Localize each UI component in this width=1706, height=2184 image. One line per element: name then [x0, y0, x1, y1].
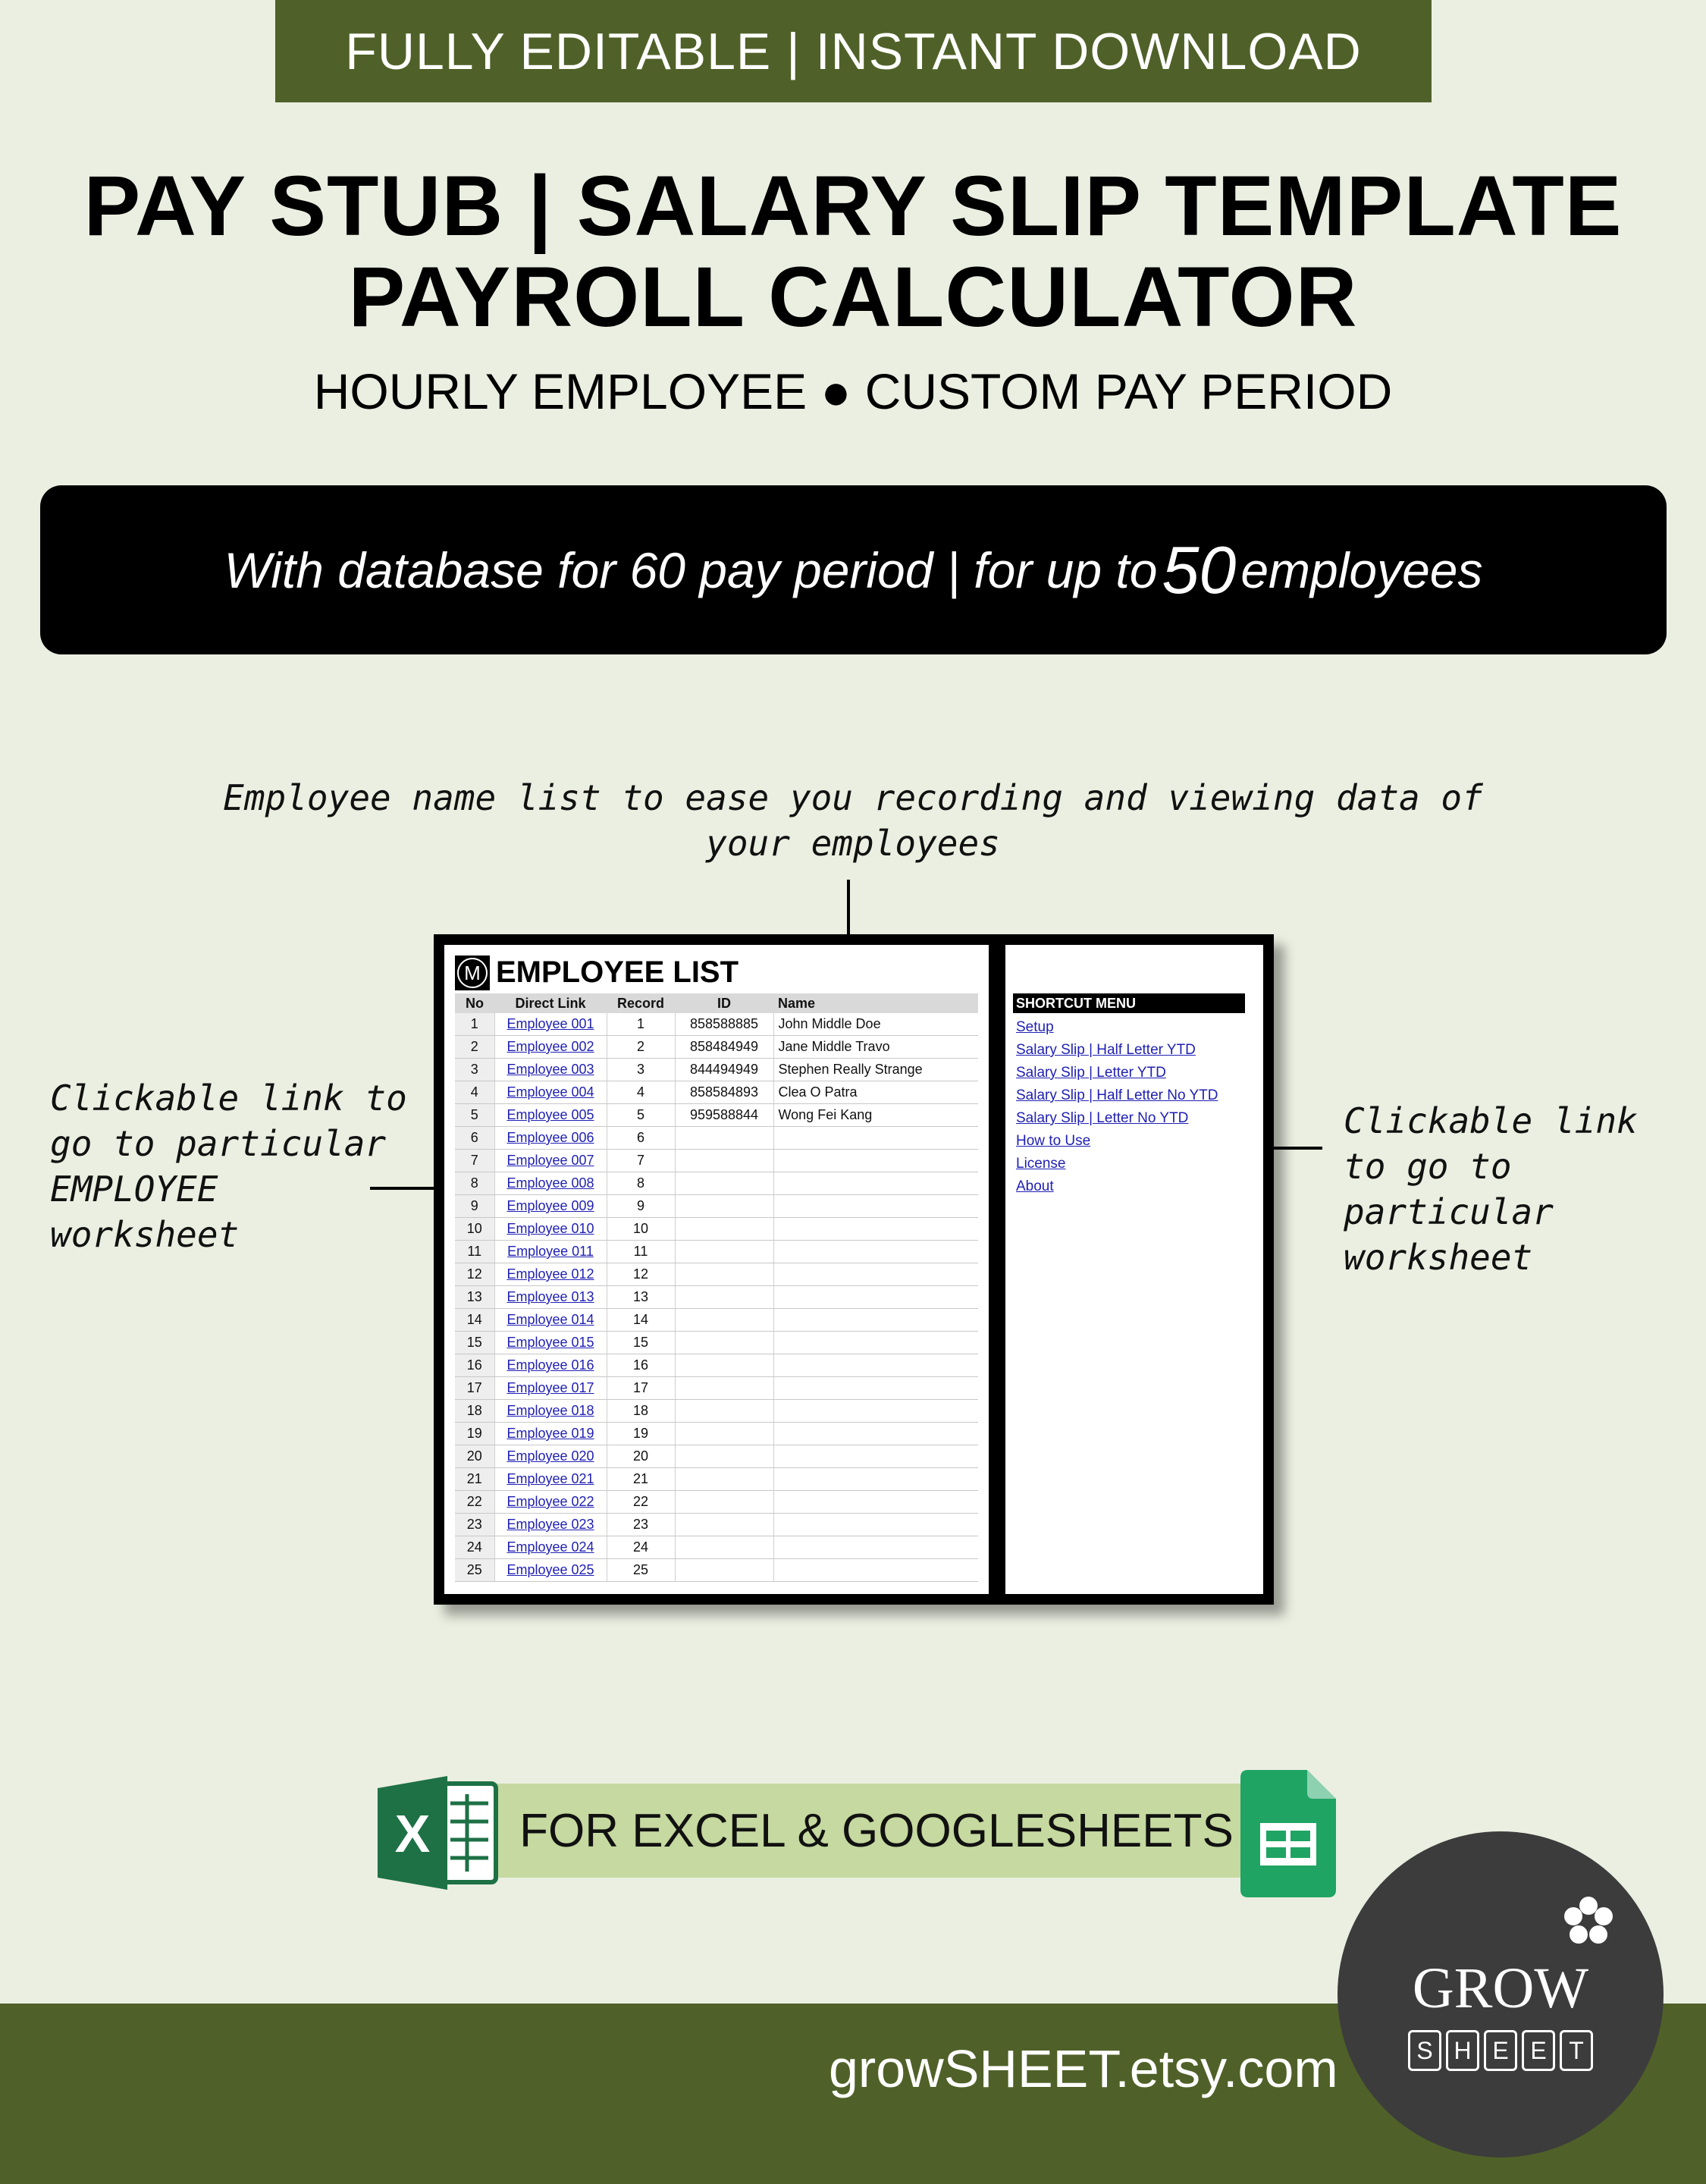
employee-id [675, 1218, 773, 1241]
employee-name [773, 1218, 978, 1241]
table-row [455, 1332, 978, 1354]
employee-table [455, 993, 978, 1582]
row-number: 1 [455, 1013, 494, 1036]
employee-name [773, 1195, 978, 1218]
page-title-line-1: PAY STUB | SALARY SLIP TEMPLATE [83, 158, 1623, 253]
apps-bar [467, 1784, 1286, 1878]
m-logo-icon: M [455, 956, 490, 990]
brand-logo [1338, 1831, 1664, 2157]
table-row [455, 1081, 978, 1104]
shortcut-link-letter-no-ytd[interactable]: Salary Slip | Letter No YTD [1016, 1110, 1189, 1126]
employee-name [773, 1468, 978, 1491]
record-number: 15 [607, 1332, 675, 1354]
table-row [455, 1036, 978, 1059]
shortcut-link-letter-ytd[interactable]: Salary Slip | Letter YTD [1016, 1065, 1166, 1081]
employee-id [675, 1514, 773, 1536]
employee-id [675, 1354, 773, 1377]
row-number: 13 [455, 1286, 494, 1309]
employee-id [675, 1332, 773, 1354]
google-sheets-icon [1240, 1770, 1336, 1897]
table-row [455, 1059, 978, 1081]
table-row [455, 1013, 978, 1036]
brand-sheet-text [1391, 2030, 1610, 2071]
excel-icon [375, 1773, 502, 1893]
table-row [455, 1491, 978, 1514]
employee-name [773, 1241, 978, 1263]
employee-name [773, 1286, 978, 1309]
shortcut-link-setup[interactable]: Setup [1016, 1019, 1054, 1035]
row-number: 2 [455, 1036, 494, 1059]
employee-id [675, 1263, 773, 1286]
employee-direct-link[interactable]: Employee 013 [494, 1286, 607, 1309]
employee-direct-link[interactable]: Employee 009 [494, 1195, 607, 1218]
employee-direct-link[interactable]: Employee 010 [494, 1218, 607, 1241]
record-number: 2 [607, 1036, 675, 1059]
row-number: 8 [455, 1172, 494, 1195]
employee-id: 858588885 [675, 1013, 773, 1036]
shortcut-link-license[interactable]: License [1016, 1156, 1066, 1172]
employee-direct-link[interactable]: Employee 004 [494, 1081, 607, 1104]
table-row [455, 1286, 978, 1309]
record-number: 20 [607, 1445, 675, 1468]
flower-icon [1562, 1895, 1615, 1948]
table-row [455, 1536, 978, 1559]
annotation-right: Clickable link to go to particular worksheet [1344, 1100, 1638, 1278]
row-number: 6 [455, 1127, 494, 1150]
row-number: 4 [455, 1081, 494, 1104]
employee-direct-link[interactable]: Employee 024 [494, 1536, 607, 1559]
employee-direct-link[interactable]: Employee 003 [494, 1059, 607, 1081]
employee-list-panel [444, 945, 989, 1594]
employee-direct-link[interactable]: Employee 023 [494, 1514, 607, 1536]
annotation-left: Clickable link to go to particular EMPLOYEE worksheet [50, 1078, 407, 1255]
employee-id: 858484949 [675, 1036, 773, 1059]
employee-name [773, 1377, 978, 1400]
table-row [455, 1468, 978, 1491]
svg-text:X: X [394, 1804, 431, 1863]
column-header-no: No [455, 993, 494, 1013]
record-number: 8 [607, 1172, 675, 1195]
brand-letter: T [1560, 2030, 1593, 2071]
table-row [455, 1104, 978, 1127]
row-number: 7 [455, 1150, 494, 1172]
employee-name [773, 1127, 978, 1150]
employee-direct-link[interactable]: Employee 012 [494, 1263, 607, 1286]
record-number: 5 [607, 1104, 675, 1127]
table-row [455, 1218, 978, 1241]
brand-letter: E [1522, 2030, 1555, 2071]
row-number: 3 [455, 1059, 494, 1081]
employee-name [773, 1514, 978, 1536]
table-row [455, 1127, 978, 1150]
table-header-row [455, 993, 978, 1013]
page-subtitle: HOURLY EMPLOYEE ● CUSTOM PAY PERIOD [313, 363, 1393, 419]
employee-name [773, 1172, 978, 1195]
employee-direct-link[interactable]: Employee 025 [494, 1559, 607, 1582]
employee-direct-link[interactable]: Employee 001 [494, 1013, 607, 1036]
employee-id [675, 1468, 773, 1491]
record-number: 16 [607, 1354, 675, 1377]
employee-id [675, 1195, 773, 1218]
shortcut-menu-title: SHORTCUT MENU [1013, 993, 1245, 1013]
employee-direct-link[interactable]: Employee 005 [494, 1104, 607, 1127]
employee-name [773, 1423, 978, 1445]
row-number: 24 [455, 1536, 494, 1559]
row-number: 18 [455, 1400, 494, 1423]
row-number: 16 [455, 1354, 494, 1377]
top-banner [275, 0, 1432, 102]
employee-direct-link[interactable]: Employee 015 [494, 1332, 607, 1354]
employee-id [675, 1559, 773, 1582]
employee-direct-link[interactable]: Employee 019 [494, 1423, 607, 1445]
row-number: 19 [455, 1423, 494, 1445]
employee-name: Stephen Really Strange [773, 1059, 978, 1081]
row-number: 25 [455, 1559, 494, 1582]
employee-name [773, 1559, 978, 1582]
table-row [455, 1241, 978, 1263]
record-number: 19 [607, 1423, 675, 1445]
employee-id [675, 1377, 773, 1400]
employee-direct-link[interactable]: Employee 018 [494, 1400, 607, 1423]
employee-id [675, 1286, 773, 1309]
employee-name [773, 1332, 978, 1354]
record-number: 25 [607, 1559, 675, 1582]
table-row [455, 1559, 978, 1582]
employee-id [675, 1241, 773, 1263]
database-banner [40, 485, 1667, 654]
employee-direct-link[interactable]: Employee 011 [494, 1241, 607, 1263]
employee-direct-link[interactable]: Employee 014 [494, 1309, 607, 1332]
record-number: 14 [607, 1309, 675, 1332]
row-number: 11 [455, 1241, 494, 1263]
record-number: 22 [607, 1491, 675, 1514]
employee-name [773, 1354, 978, 1377]
table-row [455, 1150, 978, 1172]
shortcut-link-how-to-use[interactable]: How to Use [1016, 1133, 1091, 1149]
employee-direct-link[interactable]: Employee 007 [494, 1150, 607, 1172]
row-number: 17 [455, 1377, 494, 1400]
employee-id [675, 1491, 773, 1514]
database-banner-highlight: 50 [1162, 532, 1237, 607]
table-row [455, 1445, 978, 1468]
record-number: 1 [607, 1013, 675, 1036]
brand-grow-text: GROW [1412, 1956, 1589, 2020]
page-title-line-2: PAYROLL CALCULATOR [348, 249, 1358, 344]
employee-name [773, 1445, 978, 1468]
row-number: 12 [455, 1263, 494, 1286]
brand-letter: S [1408, 2030, 1441, 2071]
apps-bar-label: FOR EXCEL & GOOGLESHEETS [519, 1804, 1234, 1857]
row-number: 23 [455, 1514, 494, 1536]
shortcut-link-half-letter-no-ytd[interactable]: Salary Slip | Half Letter No YTD [1016, 1087, 1218, 1103]
database-banner-suffix: employees [1240, 541, 1483, 598]
employee-direct-link[interactable]: Employee 020 [494, 1445, 607, 1468]
employee-id: 858584893 [675, 1081, 773, 1104]
row-number: 22 [455, 1491, 494, 1514]
employee-id: 844494949 [675, 1059, 773, 1081]
brand-letter: E [1484, 2030, 1517, 2071]
employee-name: Clea O Patra [773, 1081, 978, 1104]
record-number: 17 [607, 1377, 675, 1400]
column-header-record: Record [607, 993, 675, 1013]
employee-name: Jane Middle Travo [773, 1036, 978, 1059]
database-banner-prefix: With database for 60 pay period | for up to [224, 541, 1158, 598]
record-number: 23 [607, 1514, 675, 1536]
employee-direct-link[interactable]: Employee 016 [494, 1354, 607, 1377]
record-number: 9 [607, 1195, 675, 1218]
record-number: 7 [607, 1150, 675, 1172]
employee-name [773, 1536, 978, 1559]
employee-name [773, 1400, 978, 1423]
shortcut-link-about[interactable]: About [1016, 1178, 1054, 1194]
row-number: 21 [455, 1468, 494, 1491]
table-row [455, 1195, 978, 1218]
record-number: 4 [607, 1081, 675, 1104]
employee-id [675, 1309, 773, 1332]
employee-id [675, 1127, 773, 1150]
column-header-direct-link: Direct Link [494, 993, 607, 1013]
table-row [455, 1514, 978, 1536]
table-row [455, 1423, 978, 1445]
shortcut-menu [1016, 1016, 1218, 1198]
top-banner-text: FULLY EDITABLE | INSTANT DOWNLOAD [345, 22, 1362, 80]
employee-direct-link[interactable]: Employee 017 [494, 1377, 607, 1400]
employee-list-title: EMPLOYEE LIST [496, 956, 739, 989]
employee-name [773, 1263, 978, 1286]
table-row [455, 1263, 978, 1286]
record-number: 10 [607, 1218, 675, 1241]
employee-id [675, 1445, 773, 1468]
shortcut-panel [1005, 945, 1263, 1594]
spreadsheet-screenshot [434, 934, 1274, 1605]
employee-name [773, 1491, 978, 1514]
employee-id: 959588844 [675, 1104, 773, 1127]
row-number: 15 [455, 1332, 494, 1354]
employee-direct-link[interactable]: Employee 006 [494, 1127, 607, 1150]
column-header-name: Name [773, 993, 978, 1013]
employee-id [675, 1400, 773, 1423]
row-number: 9 [455, 1195, 494, 1218]
table-row [455, 1309, 978, 1332]
employee-name: John Middle Doe [773, 1013, 978, 1036]
table-row [455, 1400, 978, 1423]
employee-direct-link[interactable]: Employee 008 [494, 1172, 607, 1195]
record-number: 21 [607, 1468, 675, 1491]
employee-direct-link[interactable]: Employee 022 [494, 1491, 607, 1514]
record-number: 18 [607, 1400, 675, 1423]
record-number: 11 [607, 1241, 675, 1263]
row-number: 14 [455, 1309, 494, 1332]
shortcut-link-half-letter-ytd[interactable]: Salary Slip | Half Letter YTD [1016, 1042, 1196, 1058]
record-number: 12 [607, 1263, 675, 1286]
record-number: 6 [607, 1127, 675, 1150]
table-row [455, 1377, 978, 1400]
brand-letter: H [1446, 2030, 1479, 2071]
annotation-top: Employee name list to ease you recording and viewing data of your employees [223, 777, 1483, 864]
employee-id [675, 1150, 773, 1172]
column-header-id: ID [675, 993, 773, 1013]
row-number: 10 [455, 1218, 494, 1241]
employee-name [773, 1150, 978, 1172]
table-row [455, 1172, 978, 1195]
table-row [455, 1354, 978, 1377]
record-number: 24 [607, 1536, 675, 1559]
record-number: 13 [607, 1286, 675, 1309]
employee-id [675, 1423, 773, 1445]
employee-id [675, 1536, 773, 1559]
row-number: 20 [455, 1445, 494, 1468]
shop-url-link[interactable]: growSHEET.etsy.com [829, 2039, 1338, 2098]
employee-direct-link[interactable]: Employee 002 [494, 1036, 607, 1059]
employee-name: Wong Fei Kang [773, 1104, 978, 1127]
record-number: 3 [607, 1059, 675, 1081]
employee-name [773, 1309, 978, 1332]
employee-direct-link[interactable]: Employee 021 [494, 1468, 607, 1491]
row-number: 5 [455, 1104, 494, 1127]
employee-id [675, 1172, 773, 1195]
